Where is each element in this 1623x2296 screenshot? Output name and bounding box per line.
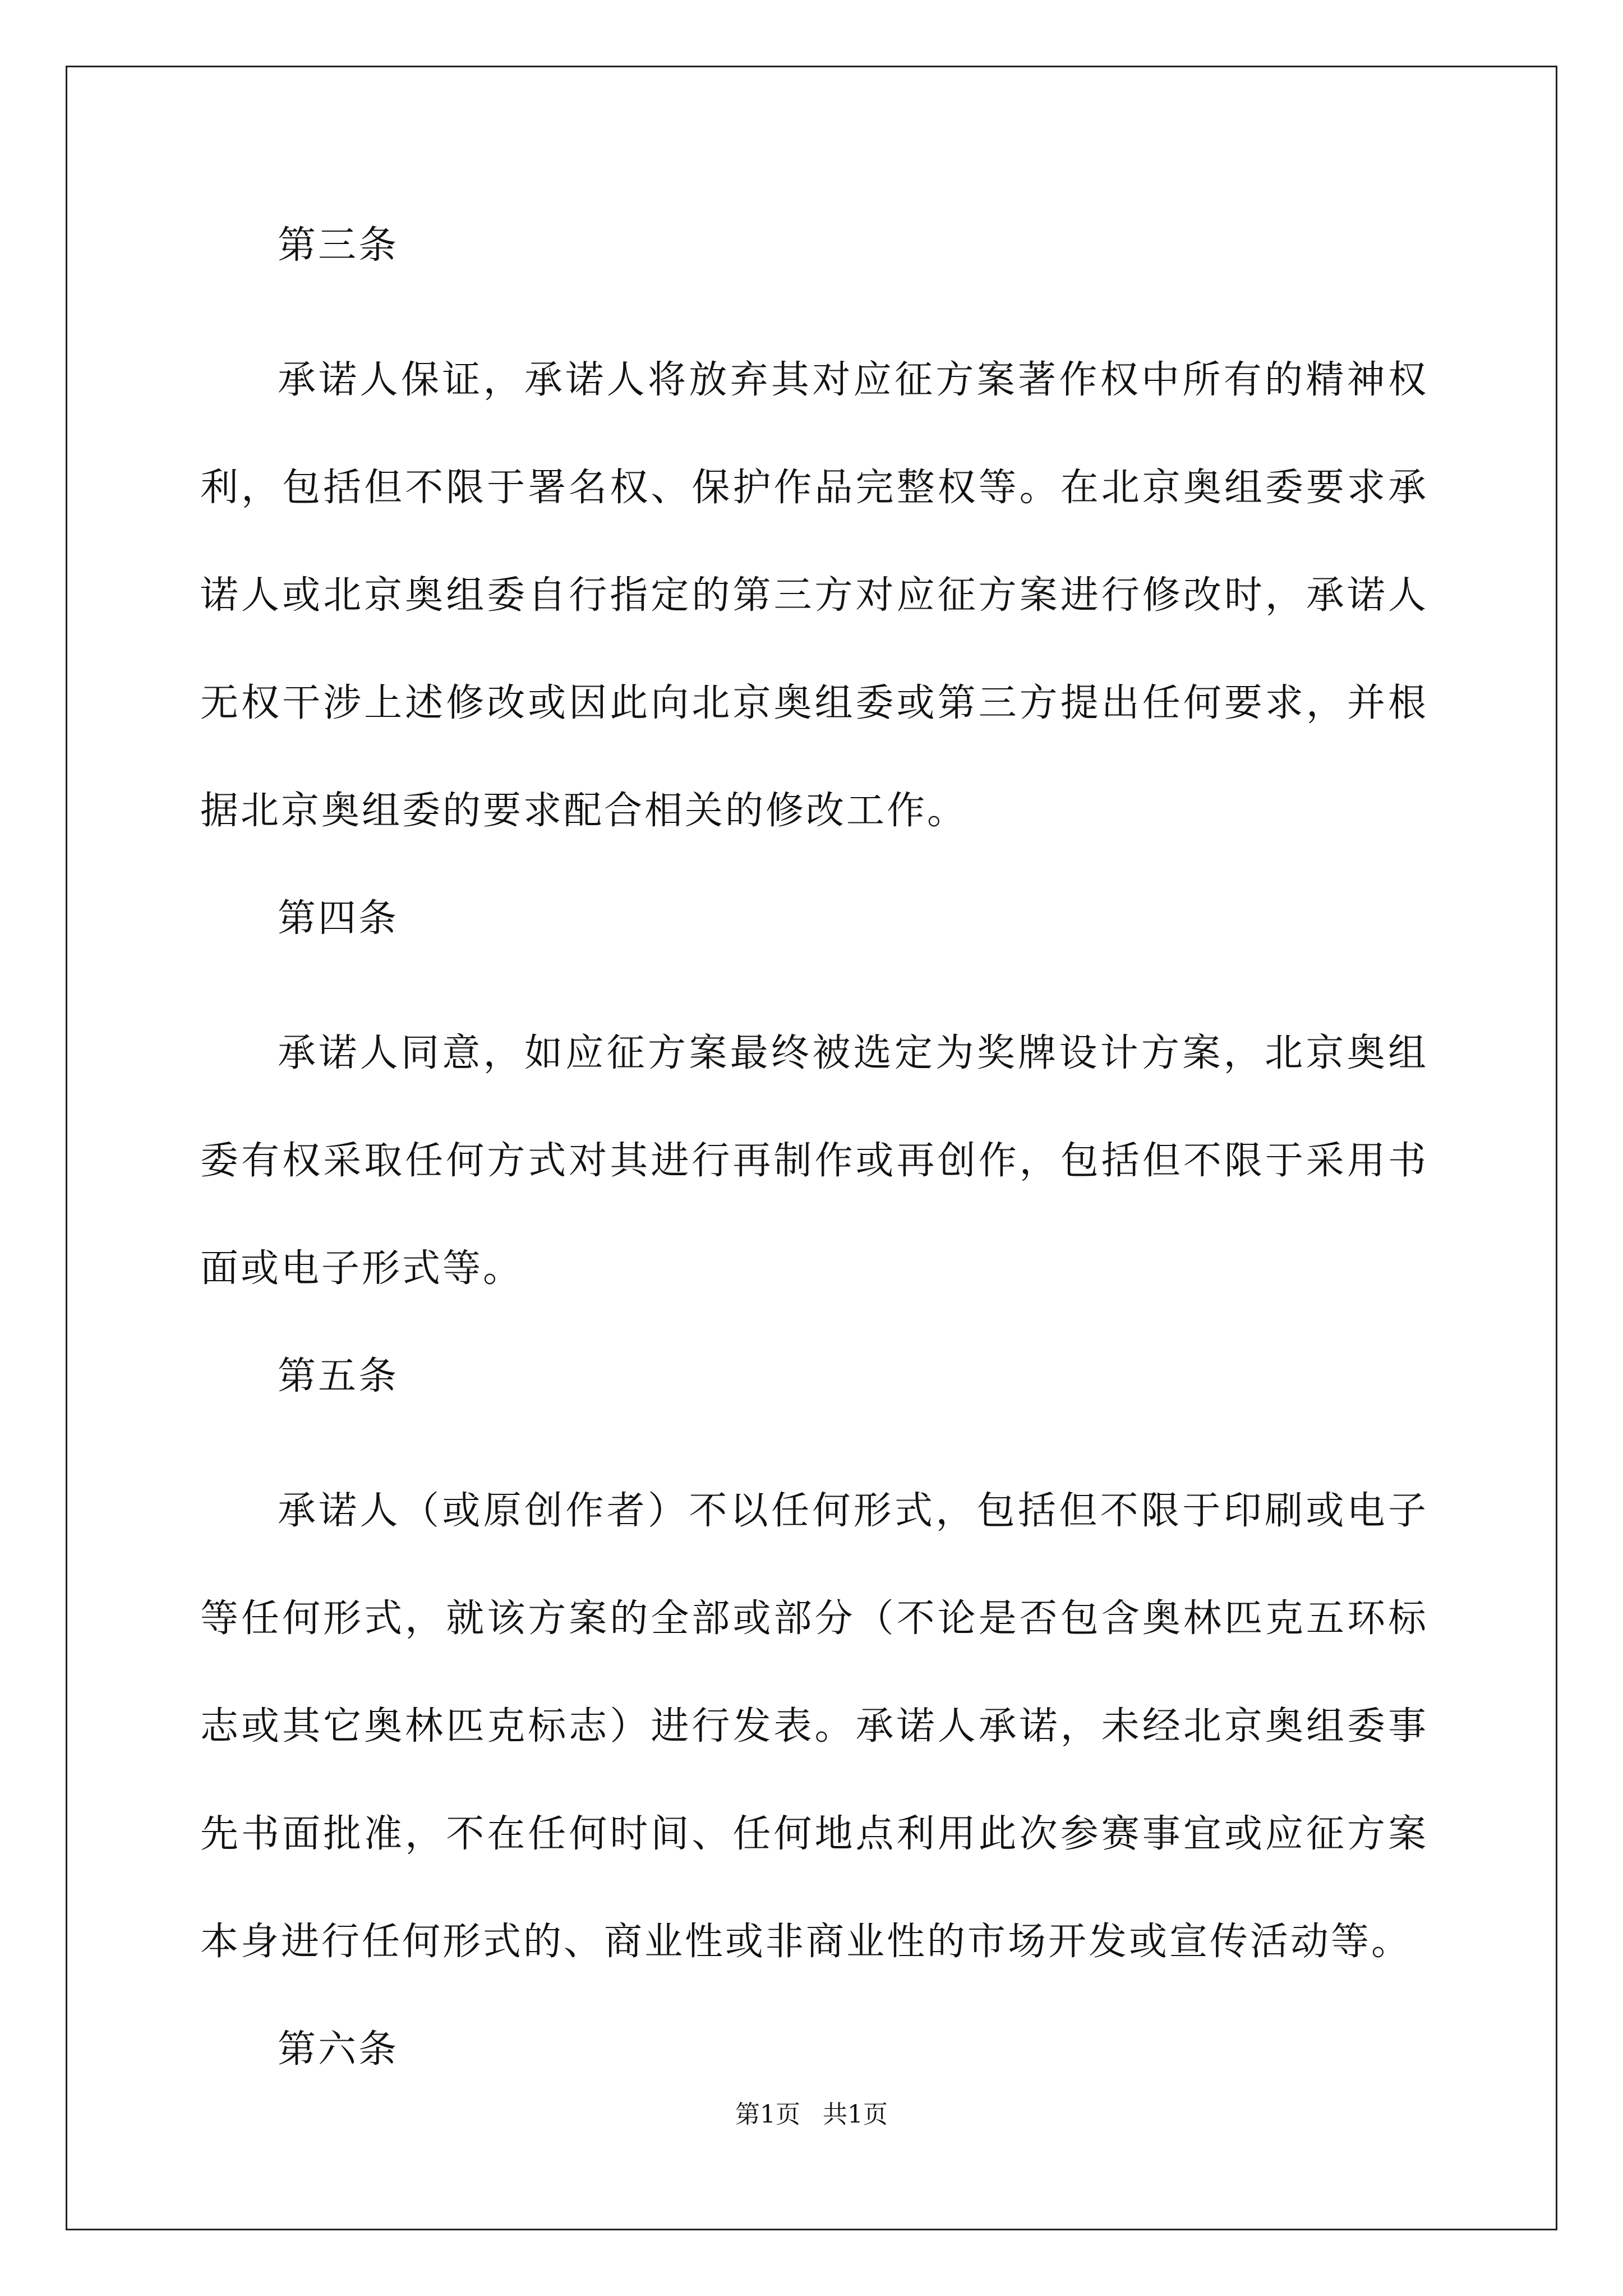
page-footer <box>0 2098 1623 2132</box>
page-number: 第1页 <box>735 2100 800 2129</box>
section-paragraph-5: 承诺人（或原创作者）不以任何形式，包括但不限于印刷或电子等任何形式，就该方案的全部或部分（不论是否包含奥林匹克五环标志或其它奥林匹克标志）进行发表。承诺人承诺，未经北京奥组委事先书面批准，不在任何时间、任何地点利用此次参赛事宜或应征方案本身进行任何形式的、商业性或非商业性的市场开发或宣传活动等。 <box>200 1489 1428 1964</box>
page-total: 共1页 <box>823 2100 888 2129</box>
section-heading-6: 第六条 <box>278 2027 399 2072</box>
section-heading-3: 第三条 <box>278 223 399 268</box>
section-heading-4: 第四条 <box>278 896 399 941</box>
document-body <box>200 219 1428 2131</box>
section-paragraph-3: 承诺人保证，承诺人将放弃其对应征方案著作权中所有的精神权利，包括但不限于署名权、保护作品完整权等。在北京奥组委要求承诺人或北京奥组委自行指定的第三方对应征方案进行修改时，承诺人无权干涉上述修改或因此向北京奥组委或第三方提出任何要求，并根据北京奥组委的要求配合相关的修改工作。 <box>200 358 1428 833</box>
section-paragraph-4: 承诺人同意，如应征方案最终被选定为奖牌设计方案，北京奥组委有权采取任何方式对其进行再制作或再创作，包括但不限于采用书面或电子形式等。 <box>200 1031 1428 1291</box>
section-heading-5: 第五条 <box>278 1354 399 1398</box>
